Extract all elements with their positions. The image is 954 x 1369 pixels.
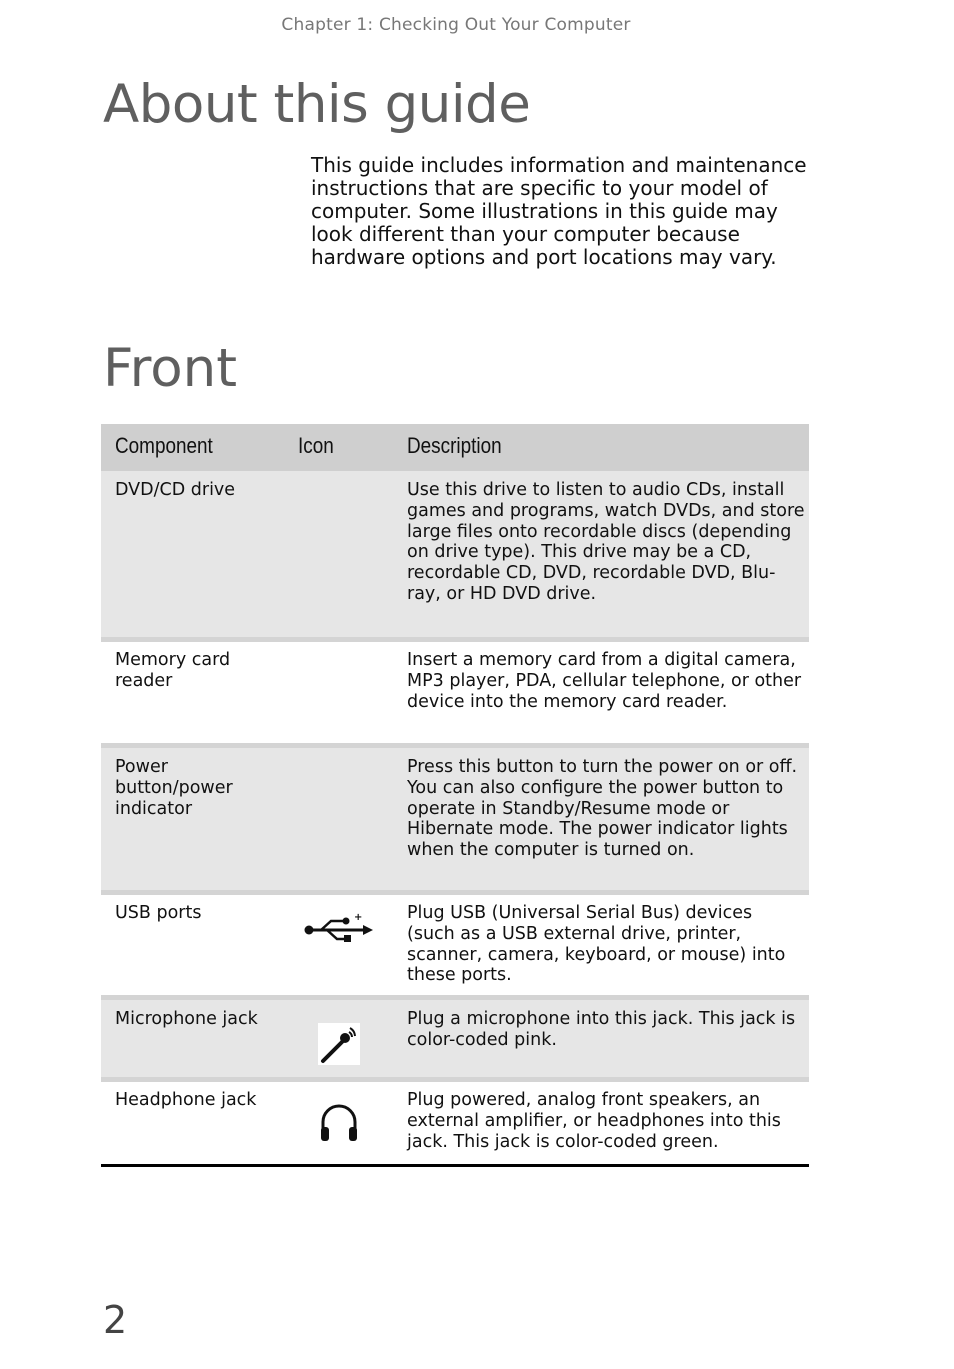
page-number: 2 — [103, 1298, 128, 1342]
description-memory-card-reader: Insert a memory card from a digital camera, MP3 player, PDA, cellular telephone, or other device into the memory card reader. — [407, 650, 802, 712]
about-guide-text: This guide includes information and maintenance instructions that are specific to your model of computer. Some illustrations in this guide may look different than your computer because hardware options and port locations may vary. — [311, 153, 807, 269]
table-row-memory-card-reader — [101, 637, 809, 743]
component-power-button: Power button/power indicator — [115, 757, 233, 819]
header-component: Component — [115, 433, 213, 458]
table-header-row — [101, 424, 809, 471]
component-memory-card-reader: Memory card reader — [115, 650, 231, 691]
component-dvd-cd-drive: DVD/CD drive — [115, 480, 236, 500]
table-bottom-rule — [101, 1164, 809, 1167]
table-row-power-button — [101, 743, 809, 890]
table-row-dvd-cd-drive — [101, 471, 809, 637]
description-microphone-jack: Plug a microphone into this jack. This jack is color-coded pink. — [407, 1009, 796, 1050]
component-headphone-jack: Headphone jack — [115, 1090, 257, 1110]
about-guide-title: About this guide — [103, 74, 531, 135]
headphone-icon — [299, 1100, 379, 1144]
header-icon: Icon — [298, 433, 334, 458]
component-usb-ports: USB ports — [115, 903, 202, 923]
microphone-icon — [299, 1022, 379, 1066]
usb-icon — [299, 913, 379, 947]
svg-text:+: + — [354, 913, 363, 923]
front-components-table — [101, 424, 809, 1167]
description-power-button: Press this button to turn the power on or off. You can also configure the power button to operate in Standby/Resume mode or Hibernate mode. The power indicator lights when the computer is turned on. — [407, 757, 798, 861]
component-microphone-jack: Microphone jack — [115, 1009, 258, 1029]
description-dvd-cd-drive: Use this drive to listen to audio CDs, install games and programs, watch DVDs, and store large files onto recordable discs (depending on drive type). This drive may be a CD, recordable CD, DVD, recordable DVD, Blu-ray, or HD DVD drive. — [407, 480, 805, 604]
running-header: Chapter 1: Checking Out Your Computer — [281, 15, 631, 35]
table-row-microphone-jack — [101, 995, 809, 1077]
front-section-title: Front — [103, 338, 238, 399]
table-row-headphone-jack — [101, 1077, 809, 1164]
description-headphone-jack: Plug powered, analog front speakers, an external amplifier, or headphones into this jack. This jack is color-coded green. — [407, 1090, 781, 1152]
table-row-usb-ports — [101, 890, 809, 995]
header-description: Description — [407, 433, 502, 458]
description-usb-ports: Plug USB (Universal Serial Bus) devices (such as a USB external drive, printer, scanner, camera, keyboard, or mouse) into these ports. — [407, 903, 786, 986]
